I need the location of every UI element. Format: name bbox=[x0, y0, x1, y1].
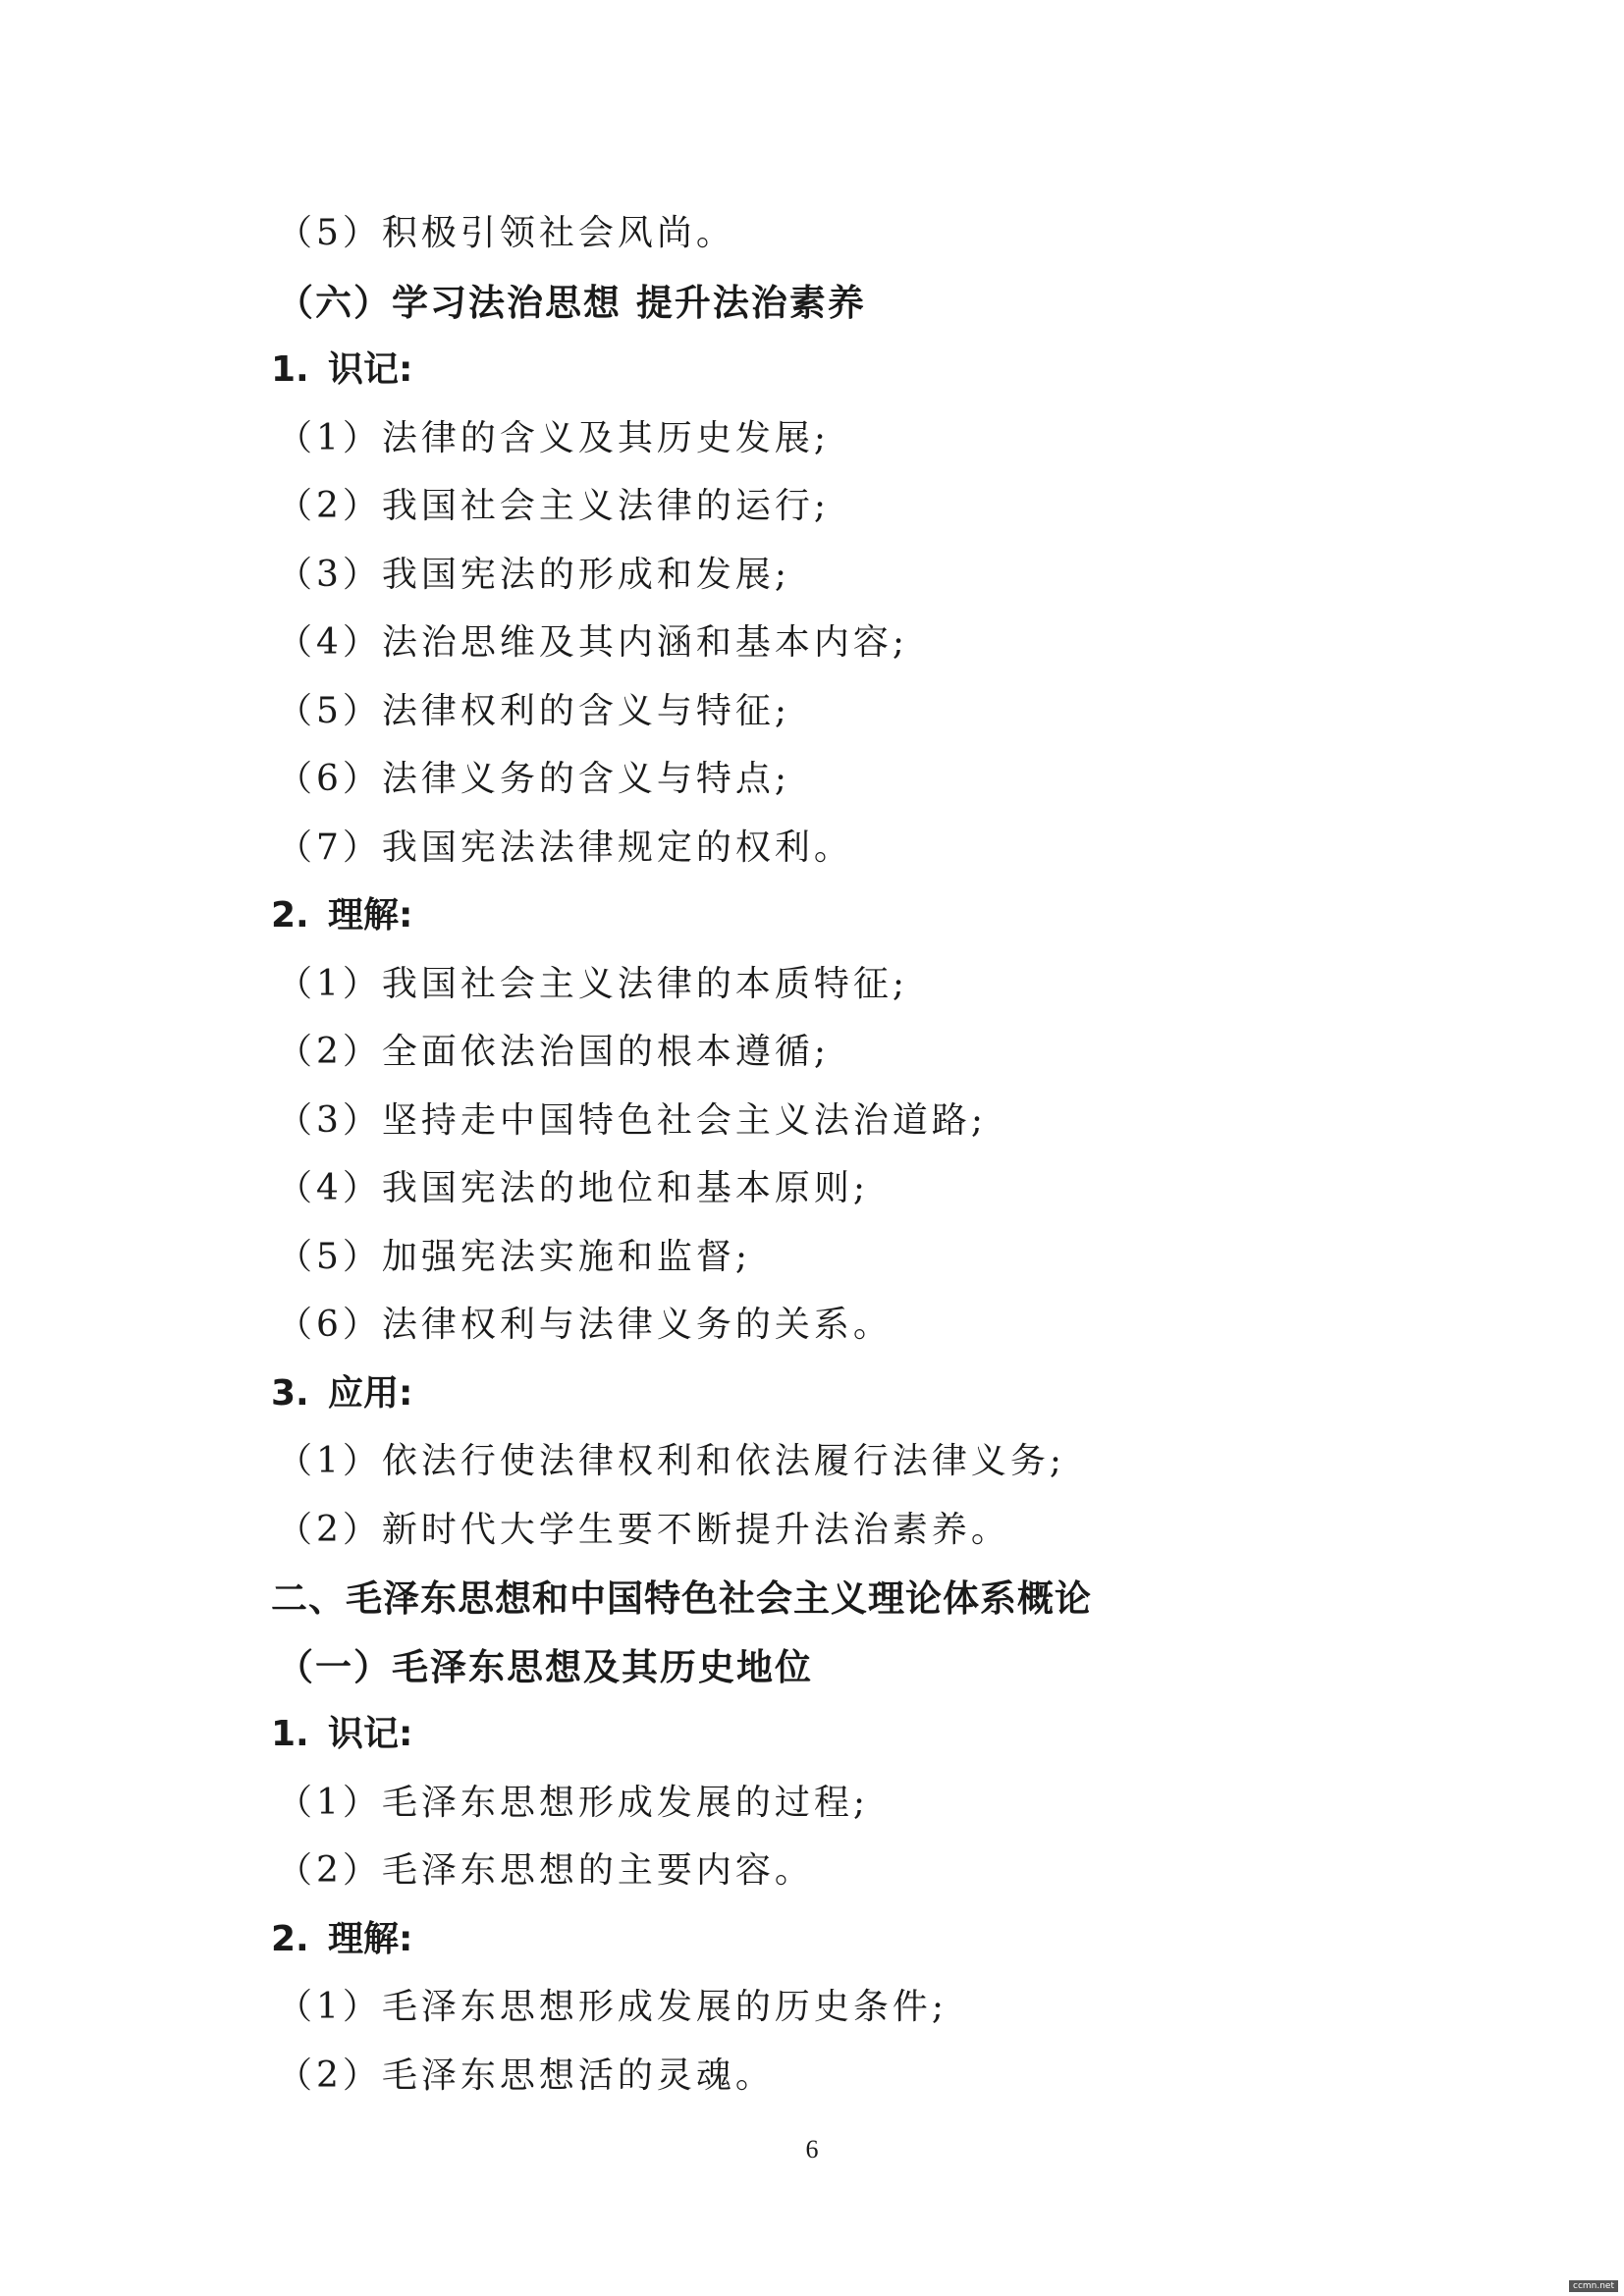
list-item: （2）毛泽东思想活的灵魂。 bbox=[277, 2056, 775, 2096]
list-item: （1）依法行使法律权利和依法履行法律义务; bbox=[277, 1441, 1066, 1481]
watermark: ccmn.net bbox=[1569, 2280, 1618, 2292]
level-number: 1. bbox=[271, 349, 309, 390]
list-item: （1）毛泽东思想形成发展的历史条件; bbox=[277, 1987, 948, 2027]
level-title: 识记: bbox=[328, 1714, 413, 1754]
list-item: （2）我国社会主义法律的运行; bbox=[277, 486, 831, 526]
list-item: （1）法律的含义及其历史发展; bbox=[277, 418, 831, 458]
list-item: （5）积极引领社会风尚。 bbox=[277, 213, 735, 253]
list-item: （7）我国宪法法律规定的权利。 bbox=[277, 828, 853, 868]
level-title: 理解: bbox=[328, 1919, 413, 1959]
section-level-label bbox=[271, 1714, 413, 1754]
chapter-heading: 二、毛泽东思想和中国特色社会主义理论体系概论 bbox=[271, 1577, 1092, 1620]
section-level-label bbox=[271, 1919, 413, 1959]
list-item: （1）毛泽东思想形成发展的过程; bbox=[277, 1783, 870, 1823]
list-item: （2）新时代大学生要不断提升法治素养。 bbox=[277, 1510, 1010, 1550]
list-item: （6）法律义务的含义与特点; bbox=[277, 759, 791, 799]
list-item: （2）毛泽东思想的主要内容。 bbox=[277, 1850, 814, 1891]
list-item: （5）法律权利的含义与特征; bbox=[277, 691, 791, 731]
level-title: 理解: bbox=[328, 895, 413, 935]
list-item: （5）加强宪法实施和监督; bbox=[277, 1237, 752, 1277]
level-number: 1. bbox=[271, 1714, 309, 1754]
list-item: （3）坚持走中国特色社会主义法治道路; bbox=[277, 1100, 988, 1141]
section-heading: （一）毛泽东思想及其历史地位 bbox=[277, 1646, 813, 1688]
list-item: （4）我国宪法的地位和基本原则; bbox=[277, 1168, 870, 1208]
list-item: （6）法律权利与法律义务的关系。 bbox=[277, 1305, 893, 1345]
section-level-label bbox=[271, 1373, 413, 1414]
section-level-label bbox=[271, 895, 413, 935]
section-level-label bbox=[271, 349, 413, 390]
section-heading: （六）学习法治思想 提升法治素养 bbox=[277, 282, 866, 324]
level-number: 3. bbox=[271, 1373, 309, 1414]
list-item: （2）全面依法治国的根本遵循; bbox=[277, 1032, 831, 1072]
list-item: （4）法治思维及其内涵和基本内容; bbox=[277, 622, 909, 663]
page-number: 6 bbox=[805, 2135, 819, 2163]
level-number: 2. bbox=[271, 895, 309, 935]
list-item: （1）我国社会主义法律的本质特征; bbox=[277, 964, 909, 1004]
level-title: 识记: bbox=[328, 349, 413, 390]
level-title: 应用: bbox=[328, 1373, 413, 1414]
list-item: （3）我国宪法的形成和发展; bbox=[277, 555, 791, 595]
level-number: 2. bbox=[271, 1919, 309, 1959]
